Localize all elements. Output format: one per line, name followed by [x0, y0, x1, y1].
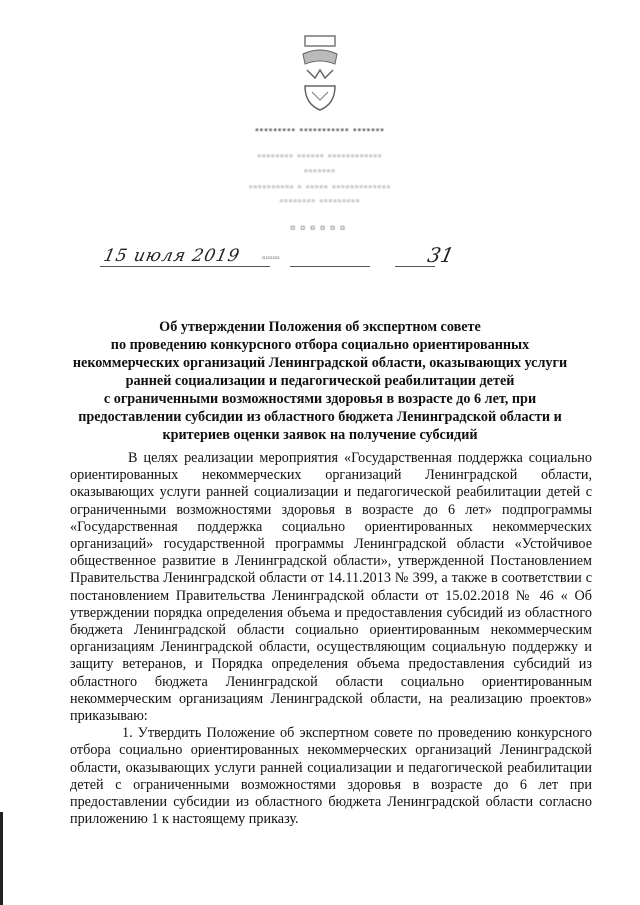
header-blur-line: ▫▫▫▫▫▫▫▫ ▫▫▫▫▫▫ ▫▫▫▫▫▫▫▫▫▫▫▫ [257, 151, 383, 162]
preamble-paragraph: В целях реализации мероприятия «Государственная поддержка социально ориентированных некоммерческих организаций Ленинградской области, оказывающих услуги ранней социализации и педагогической реабилитации детей с ограниченными возможностями здоровья в возрасте до 6 лет» подпрограммы «Государственная поддержка социально ориентированных некоммерческих организаций» государственной программы Ленинградской области «Устойчивое общественное развитие в Ленинградской области», утвержденной Постановлением Правительства Ленинградской области от 14.11.2013 № 399, а также в соответствии с постановлением Правительства Ленинградской области от 15.02.2018 № 46 « Об утверждении порядка определения объема и предоставления субсидий из областного бюджета Ленинградской области социально ориентированным некоммерческим организациям Ленинградской области, осуществляющим социальную поддержку и защиту ветеранов, и Порядка определения объема предоставления субсидий из областного бюджета Ленинградской области социально ориентированным некоммерческим организациям Ленинградской области, на реализацию проектов» приказываю: [70, 450, 592, 725]
header-blur-line: ▫▫▫▫▫▫▫▫▫▫ ▫ ▫▫▫▫▫ ▫▫▫▫▫▫▫▫▫▫▫▫▫ [248, 182, 392, 193]
header-blur-line: ▪▪▪▪▪▪▪▪▪ ▪▪▪▪▪▪▪▪▪▪▪ ▪▪▪▪▪▪▪ [255, 125, 385, 136]
title-line: по проведению конкурсного отбора социально ориентированных [110, 337, 530, 353]
date-underline [100, 266, 270, 267]
date-underline [290, 266, 370, 267]
document-title [40, 318, 600, 444]
title-line: Об утверждении Положения об экспертном совете [159, 319, 481, 335]
date-blurred-text: ▫▫▫▫▫ [262, 253, 280, 264]
handwritten-number: 31 [425, 243, 457, 267]
scan-edge-artifact [0, 812, 3, 905]
order-heading-blurred: ▫▫▫▫▫▫ [290, 221, 350, 236]
title-line: критериев оценки заявок на получение субсидий [162, 427, 478, 443]
document-body [70, 450, 592, 828]
order-item-1: 1. Утвердить Положение об экспертном совете по проведению конкурсного отбора социально ориентированных некоммерческих организаций Ленинградской области, оказывающих услуги ранней социализации и педагогической реабилитации детей с ограниченными возможностями здоровья в возрасте до 6 лет при предоставлении субсидии из областного бюджета Ленинградской области согласно приложению 1 к настоящему приказу. [70, 725, 592, 828]
coat-of-arms-icon [285, 34, 355, 112]
handwritten-date: 15 июля 2019 [101, 246, 242, 266]
title-line: некоммерческих организаций Ленинградской области, оказывающих услуги [72, 355, 568, 371]
header-blur-line: ▫▫▫▫▫▫▫ [304, 166, 336, 177]
header-blur-line: ▫▫▫▫▫▫▫▫ ▫▫▫▫▫▫▫▫▫ [279, 196, 361, 207]
title-line: предоставлении субсидии из областного бюджета Ленинградской области и [78, 409, 562, 425]
title-line: с ограниченными возможностями здоровья в возрасте до 6 лет, при [103, 391, 537, 407]
title-line: ранней социализации и педагогической реабилитации детей [125, 373, 515, 389]
